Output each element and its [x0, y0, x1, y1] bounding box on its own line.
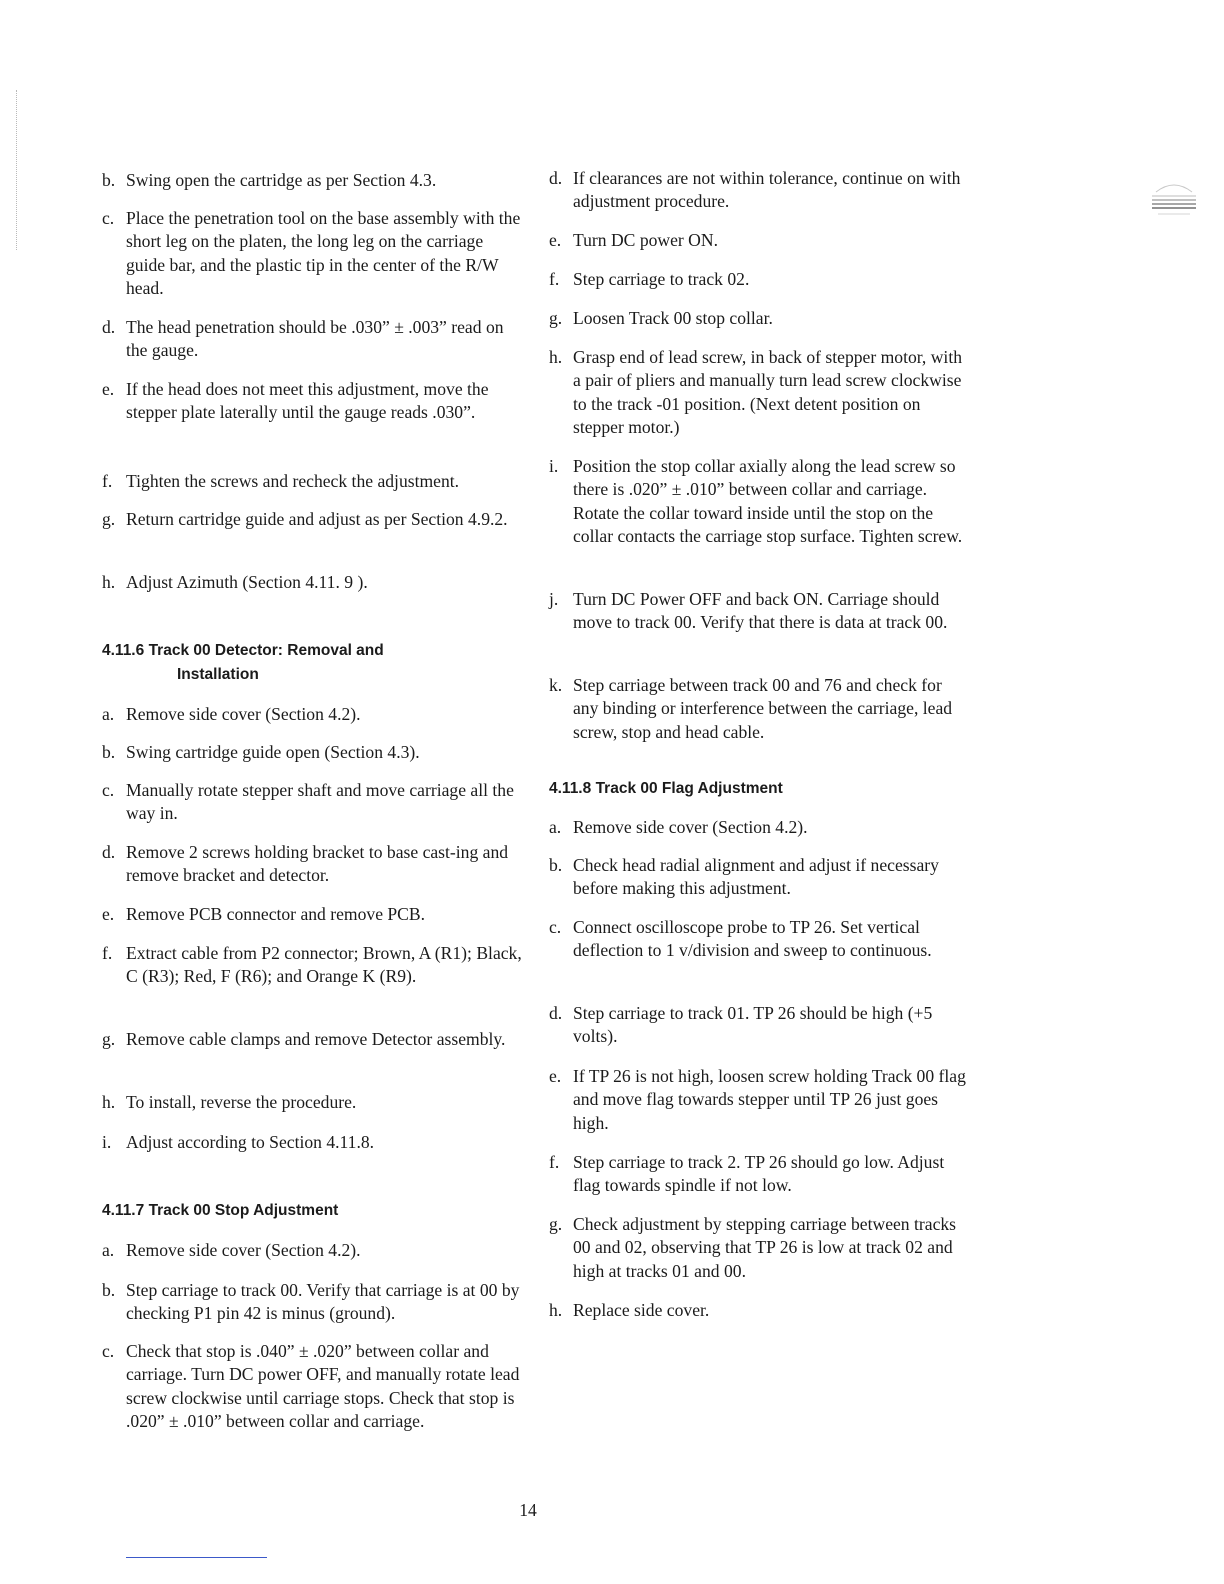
step-text: Remove 2 screws holding bracket to base cast-ing and remove bracket and detector. [126, 842, 509, 886]
s8-step-a [549, 816, 969, 839]
step-label: c. [102, 780, 115, 800]
s7-step-g [549, 307, 969, 330]
step-label: f. [549, 1152, 560, 1172]
step-text: Step carriage to track 00. Verify that carriage is at 00 by checking P1 pin 42 is minus (ground). [126, 1280, 520, 1324]
step-label: a. [549, 817, 562, 837]
step-f-tighten-screws [102, 470, 522, 493]
s6-step-b [102, 741, 522, 764]
step-label: d. [102, 842, 116, 862]
step-label: g. [102, 1029, 116, 1049]
step-label: j. [549, 589, 559, 609]
step-label: h. [102, 572, 116, 592]
s7-step-i [549, 455, 969, 549]
step-text: Adjust Azimuth (Section 4.11. 9 ). [126, 572, 368, 592]
step-label: d. [102, 317, 116, 337]
step-text: Tighten the screws and recheck the adjustment. [126, 471, 460, 491]
step-text: Step carriage to track 01. TP 26 should be high (+5 volts). [573, 1003, 933, 1047]
step-text: Replace side cover. [573, 1300, 710, 1320]
step-text: Check adjustment by stepping carriage between tracks 00 and 02, observing that TP 26 is low at track 02 and high at tracks 01 and 00. [573, 1214, 957, 1281]
step-d-head-penetration [102, 316, 522, 363]
s7-step-e [549, 229, 969, 252]
step-label: d. [549, 168, 563, 188]
s6-step-c [102, 779, 522, 826]
s8-step-d [549, 1002, 969, 1049]
step-label: c. [549, 917, 562, 937]
step-label: g. [102, 509, 116, 529]
s6-step-d [102, 841, 522, 888]
section-number: 4.11.8 [549, 780, 592, 797]
section-number: 4.11.7 [102, 1202, 145, 1219]
step-text: Grasp end of lead screw, in back of stepper motor, with a pair of pliers and manually turn lead screw clockwise to the track -01 position. (Next detent position on stepper motor.) [573, 347, 963, 438]
step-label: f. [549, 269, 560, 289]
s8-step-g [549, 1213, 969, 1283]
s6-step-e [102, 903, 522, 926]
step-text: Swing open the cartridge as per Section 4.3. [126, 170, 437, 190]
step-label: i. [102, 1132, 112, 1152]
s6-step-h [102, 1091, 522, 1114]
step-label: e. [549, 230, 562, 250]
s7-step-d [549, 167, 969, 214]
step-label: b. [102, 742, 116, 762]
s6-step-f [102, 942, 522, 989]
step-text: Connect oscilloscope probe to TP 26. Set vertical deflection to 1 v/division and sweep to continuous. [573, 917, 932, 961]
step-label: g. [549, 1214, 563, 1234]
step-label: e. [102, 379, 115, 399]
scan-margin-marks [16, 90, 23, 250]
step-label: b. [549, 855, 563, 875]
s8-step-f [549, 1151, 969, 1198]
step-e-stepper-plate [102, 378, 522, 425]
s6-step-i [102, 1131, 522, 1154]
step-label: b. [102, 170, 116, 190]
s7-step-f [549, 268, 969, 291]
step-text: Extract cable from P2 connector; Brown, A (R1); Black, C (R3); Red, F (R6); and Orange K (R9). [126, 943, 522, 987]
step-label: e. [549, 1066, 562, 1086]
section-heading-4-11-7 [102, 1199, 522, 1223]
s8-step-b [549, 854, 969, 901]
step-text: The head penetration should be .030” ± .003” read on the gauge. [126, 317, 504, 361]
section-title-line2: Installation [177, 665, 259, 683]
step-text: Remove side cover (Section 4.2). [126, 704, 361, 724]
step-text: Turn DC Power OFF and back ON. Carriage should move to track 00. Verify that there is data at track 00. [573, 589, 948, 633]
step-c-penetration-tool [102, 207, 522, 301]
step-text: Remove side cover (Section 4.2). [573, 817, 808, 837]
s8-step-e [549, 1065, 969, 1135]
scan-artifact-icon [1150, 178, 1198, 220]
step-text: Place the penetration tool on the base assembly with the short leg on the platen, the long leg on the carriage guide bar, and the plastic tip in the center of the R/W head. [126, 208, 521, 299]
step-label: a. [102, 704, 115, 724]
section-heading-4-11-8 [549, 777, 969, 801]
s7-step-k [549, 674, 969, 744]
page-number: 14 [519, 1500, 537, 1520]
s7-step-c [102, 1340, 522, 1434]
step-h-azimuth [102, 571, 522, 594]
section-heading-4-11-6 [102, 639, 522, 686]
step-text: Remove PCB connector and remove PCB. [126, 904, 426, 924]
step-text: If the head does not meet this adjustment, move the stepper plate laterally until the gauge reads .030”. [126, 379, 489, 423]
step-label: f. [102, 943, 113, 963]
step-label: k. [549, 675, 563, 695]
step-label: h. [549, 347, 563, 367]
step-label: h. [549, 1300, 563, 1320]
step-label: g. [549, 308, 563, 328]
step-text: Loosen Track 00 stop collar. [573, 308, 773, 328]
step-text: If clearances are not within tolerance, continue on with adjustment procedure. [573, 168, 961, 212]
step-text: Manually rotate stepper shaft and move carriage all the way in. [126, 780, 514, 824]
s7-step-h [549, 346, 969, 440]
s7-step-b [102, 1279, 522, 1326]
step-label: f. [102, 471, 113, 491]
step-text: Step carriage to track 2. TP 26 should go low. Adjust flag towards spindle if not low. [573, 1152, 945, 1196]
step-text: Remove side cover (Section 4.2). [126, 1240, 361, 1260]
step-label: c. [102, 1341, 115, 1361]
step-text: Step carriage to track 02. [573, 269, 750, 289]
step-label: d. [549, 1003, 563, 1023]
s8-step-h [549, 1299, 969, 1322]
step-text: Check head radial alignment and adjust if necessary before making this adjustment. [573, 855, 939, 899]
section-title: Track 00 Stop Adjustment [148, 1202, 339, 1219]
step-text: Adjust according to Section 4.11.8. [126, 1132, 375, 1152]
step-text: Swing cartridge guide open (Section 4.3). [126, 742, 420, 762]
step-text: Return cartridge guide and adjust as per Section 4.9.2. [126, 509, 508, 529]
step-label: c. [102, 208, 115, 228]
step-label: h. [102, 1092, 116, 1112]
section-number: 4.11.6 [102, 642, 145, 659]
s7-step-a [102, 1239, 522, 1262]
step-text: To install, reverse the procedure. [126, 1092, 357, 1112]
step-text: Remove cable clamps and remove Detector assembly. [126, 1029, 506, 1049]
step-b-swing-open [102, 169, 522, 192]
step-label: a. [102, 1240, 115, 1260]
step-text: Step carriage between track 00 and 76 and check for any binding or interference between the carriage, lead screw, stop and head cable. [573, 675, 953, 742]
bottom-rule [126, 1557, 267, 1558]
s6-step-g [102, 1028, 522, 1051]
s7-step-j [549, 588, 969, 635]
section-title-line1: Track 00 Detector: Removal and [148, 642, 384, 659]
section-title: Track 00 Flag Adjustment [595, 780, 783, 797]
step-text: Check that stop is .040” ± .020” between collar and carriage. Turn DC power OFF, and manually rotate lead screw clockwise until carriage stops. Check that stop is .020” ± .010” between collar and carriage. [126, 1341, 520, 1432]
s6-step-a [102, 703, 522, 726]
step-label: e. [102, 904, 115, 924]
step-text: If TP 26 is not high, loosen screw holding Track 00 flag and move flag towards stepper until TP 26 just goes high. [573, 1066, 966, 1133]
step-text: Turn DC power ON. [573, 230, 718, 250]
step-label: i. [549, 456, 559, 476]
step-g-return-guide [102, 508, 522, 531]
step-label: b. [102, 1280, 116, 1300]
step-text: Position the stop collar axially along the lead screw so there is .020” ± .010” between collar and carriage. Rotate the collar toward inside until the stop on the collar contacts the carriage stop surface. Tighten screw. [573, 456, 963, 547]
s8-step-c [549, 916, 969, 963]
